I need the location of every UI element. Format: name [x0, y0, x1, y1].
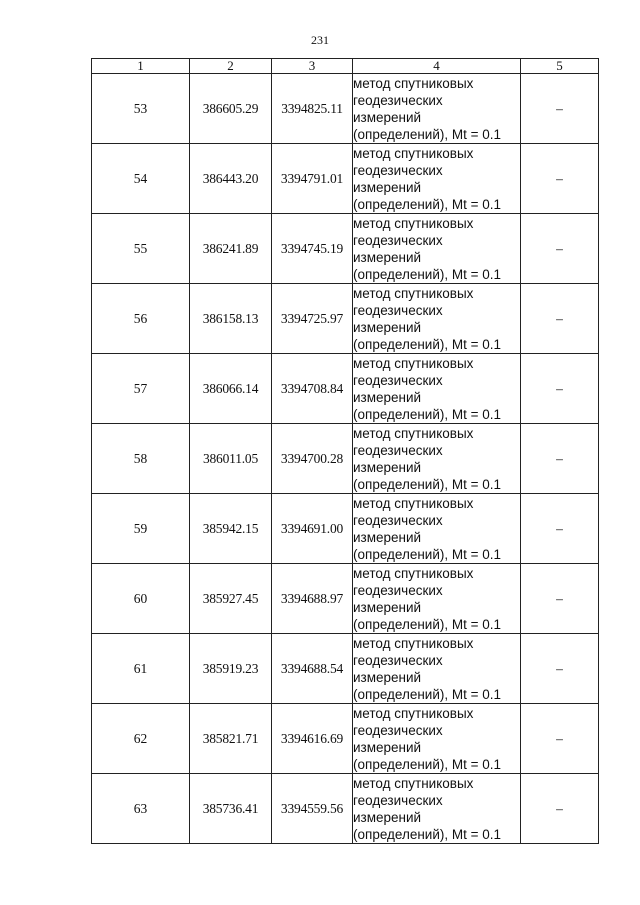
y-coordinate-cell: 3394708.84	[272, 354, 353, 424]
method-cell	[353, 144, 521, 214]
point-number-cell: 55	[92, 214, 190, 284]
method-line: измерений	[353, 599, 422, 615]
x-coordinate-cell: 385942.15	[190, 494, 272, 564]
method-cell	[353, 634, 521, 704]
y-coordinate-cell: 3394688.97	[272, 564, 353, 634]
method-line: метод спутниковых	[353, 775, 474, 791]
method-line: (определений), Mt = 0.1	[353, 266, 502, 282]
method-line: геодезических	[353, 652, 443, 668]
x-coordinate-cell: 385821.71	[190, 704, 272, 774]
table-row	[92, 284, 599, 354]
method-line: измерений	[353, 739, 422, 755]
method-line: (определений), Mt = 0.1	[353, 336, 502, 352]
table-row	[92, 74, 599, 144]
y-coordinate-cell: 3394745.19	[272, 214, 353, 284]
method-line: измерений	[353, 109, 422, 125]
method-line: (определений), Mt = 0.1	[353, 756, 502, 772]
x-coordinate-cell: 386011.05	[190, 424, 272, 494]
method-line: геодезических	[353, 372, 443, 388]
table-row	[92, 774, 599, 844]
method-line: метод спутниковых	[353, 425, 474, 441]
method-line: метод спутниковых	[353, 495, 474, 511]
header-col-4: 4	[353, 59, 521, 74]
note-cell: –	[521, 564, 599, 634]
method-cell	[353, 774, 521, 844]
method-line: метод спутниковых	[353, 565, 474, 581]
method-line: (определений), Mt = 0.1	[353, 826, 502, 842]
method-line: (определений), Mt = 0.1	[353, 476, 502, 492]
x-coordinate-cell: 386605.29	[190, 74, 272, 144]
method-line: (определений), Mt = 0.1	[353, 126, 502, 142]
y-coordinate-cell: 3394791.01	[272, 144, 353, 214]
method-line: геодезических	[353, 162, 443, 178]
note-cell: –	[521, 424, 599, 494]
method-line: метод спутниковых	[353, 355, 474, 371]
table-row	[92, 634, 599, 704]
method-line: измерений	[353, 249, 422, 265]
note-cell: –	[521, 774, 599, 844]
note-cell: –	[521, 214, 599, 284]
method-cell	[353, 424, 521, 494]
method-line: (определений), Mt = 0.1	[353, 546, 502, 562]
method-line: измерений	[353, 809, 422, 825]
point-number-cell: 59	[92, 494, 190, 564]
point-number-cell: 54	[92, 144, 190, 214]
note-cell: –	[521, 284, 599, 354]
method-cell	[353, 704, 521, 774]
method-line: геодезических	[353, 512, 443, 528]
method-line: геодезических	[353, 92, 443, 108]
note-cell: –	[521, 494, 599, 564]
page-number: 231	[311, 33, 329, 47]
coordinates-table	[91, 58, 599, 844]
table-row	[92, 214, 599, 284]
method-line: измерений	[353, 179, 422, 195]
x-coordinate-cell: 386158.13	[190, 284, 272, 354]
note-cell: –	[521, 704, 599, 774]
method-cell	[353, 354, 521, 424]
y-coordinate-cell: 3394616.69	[272, 704, 353, 774]
method-line: измерений	[353, 389, 422, 405]
point-number-cell: 60	[92, 564, 190, 634]
method-line: (определений), Mt = 0.1	[353, 686, 502, 702]
point-number-cell: 61	[92, 634, 190, 704]
note-cell: –	[521, 144, 599, 214]
header-col-1: 1	[92, 59, 190, 74]
method-line: метод спутниковых	[353, 285, 474, 301]
y-coordinate-cell: 3394825.11	[272, 74, 353, 144]
x-coordinate-cell: 386241.89	[190, 214, 272, 284]
method-line: геодезических	[353, 232, 443, 248]
y-coordinate-cell: 3394725.97	[272, 284, 353, 354]
method-line: измерений	[353, 529, 422, 545]
point-number-cell: 63	[92, 774, 190, 844]
method-line: метод спутниковых	[353, 215, 474, 231]
point-number-cell: 53	[92, 74, 190, 144]
method-cell	[353, 564, 521, 634]
point-number-cell: 57	[92, 354, 190, 424]
x-coordinate-cell: 385927.45	[190, 564, 272, 634]
note-cell: –	[521, 634, 599, 704]
y-coordinate-cell: 3394700.28	[272, 424, 353, 494]
method-line: (определений), Mt = 0.1	[353, 196, 502, 212]
table-header-row	[92, 59, 599, 74]
method-cell	[353, 284, 521, 354]
y-coordinate-cell: 3394559.56	[272, 774, 353, 844]
point-number-cell: 56	[92, 284, 190, 354]
header-col-2: 2	[190, 59, 272, 74]
method-line: геодезических	[353, 442, 443, 458]
table-row	[92, 354, 599, 424]
method-cell	[353, 494, 521, 564]
method-line: метод спутниковых	[353, 75, 474, 91]
method-line: геодезических	[353, 792, 443, 808]
method-line: метод спутниковых	[353, 705, 474, 721]
table-row	[92, 424, 599, 494]
method-line: метод спутниковых	[353, 635, 474, 651]
method-line: (определений), Mt = 0.1	[353, 406, 502, 422]
point-number-cell: 58	[92, 424, 190, 494]
x-coordinate-cell: 386443.20	[190, 144, 272, 214]
method-line: измерений	[353, 459, 422, 475]
x-coordinate-cell: 386066.14	[190, 354, 272, 424]
method-cell	[353, 214, 521, 284]
x-coordinate-cell: 385736.41	[190, 774, 272, 844]
method-line: (определений), Mt = 0.1	[353, 616, 502, 632]
method-cell	[353, 74, 521, 144]
note-cell: –	[521, 354, 599, 424]
table-body	[92, 74, 599, 844]
method-line: измерений	[353, 319, 422, 335]
header-col-5: 5	[521, 59, 599, 74]
x-coordinate-cell: 385919.23	[190, 634, 272, 704]
table-row	[92, 144, 599, 214]
header-col-3: 3	[272, 59, 353, 74]
point-number-cell: 62	[92, 704, 190, 774]
y-coordinate-cell: 3394691.00	[272, 494, 353, 564]
table-row	[92, 704, 599, 774]
method-line: геодезических	[353, 302, 443, 318]
method-line: метод спутниковых	[353, 145, 474, 161]
method-line: геодезических	[353, 582, 443, 598]
table-row	[92, 494, 599, 564]
method-line: измерений	[353, 669, 422, 685]
table-row	[92, 564, 599, 634]
note-cell: –	[521, 74, 599, 144]
method-line: геодезических	[353, 722, 443, 738]
y-coordinate-cell: 3394688.54	[272, 634, 353, 704]
